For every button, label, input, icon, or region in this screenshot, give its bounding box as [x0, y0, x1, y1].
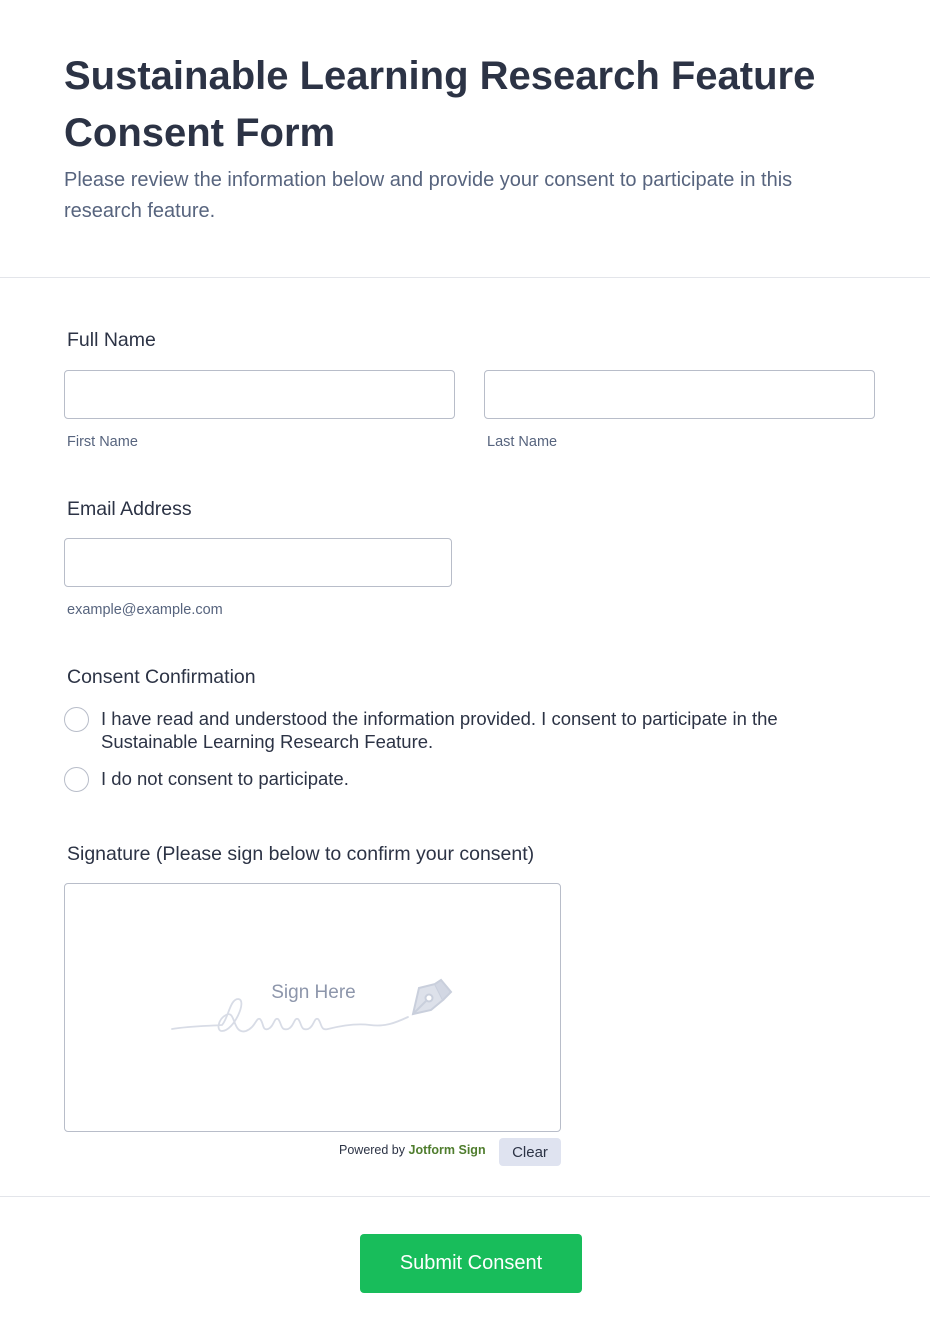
consent-option-agree[interactable]: [64, 707, 861, 753]
form-subtitle: Please review the information below and provide your consent to participate in this research feature.: [64, 169, 793, 222]
consent-option-decline[interactable]: [64, 767, 861, 792]
consent-agree-text: I have read and understood the information provided. I consent to participate in the Sustainable Learning Research Feature.: [101, 708, 778, 752]
last-name-input[interactable]: [484, 370, 875, 419]
first-name-sublabel: First Name: [67, 434, 138, 450]
clear-signature-button[interactable]: Clear: [499, 1138, 561, 1166]
email-label: Email Address: [67, 498, 192, 520]
email-input[interactable]: [64, 538, 452, 587]
powered-by: [339, 1143, 486, 1157]
consent-decline-text: I do not consent to participate.: [101, 768, 349, 789]
form-header: [0, 0, 930, 278]
last-name-sublabel: Last Name: [487, 434, 558, 450]
submit-consent-button[interactable]: Submit Consent: [360, 1234, 582, 1293]
email-sublabel: example@example.com: [67, 602, 223, 618]
consent-agree-radio[interactable]: [64, 707, 89, 732]
consent-decline-radio[interactable]: [64, 767, 89, 792]
sign-here-placeholder: Sign Here: [271, 982, 356, 1003]
footer-divider: [0, 1196, 930, 1197]
consent-label: Consent Confirmation: [67, 666, 256, 688]
form-title: Sustainable Learning Research Feature Consent Form: [64, 54, 816, 155]
jotform-sign-brand: Jotform Sign: [408, 1143, 486, 1157]
full-name-label: Full Name: [67, 329, 156, 351]
signature-label: Signature (Please sign below to confirm your consent): [67, 843, 535, 865]
powered-by-text: Powered by: [339, 1143, 406, 1157]
first-name-input[interactable]: [64, 370, 455, 419]
signature-pad[interactable]: [64, 883, 561, 1132]
